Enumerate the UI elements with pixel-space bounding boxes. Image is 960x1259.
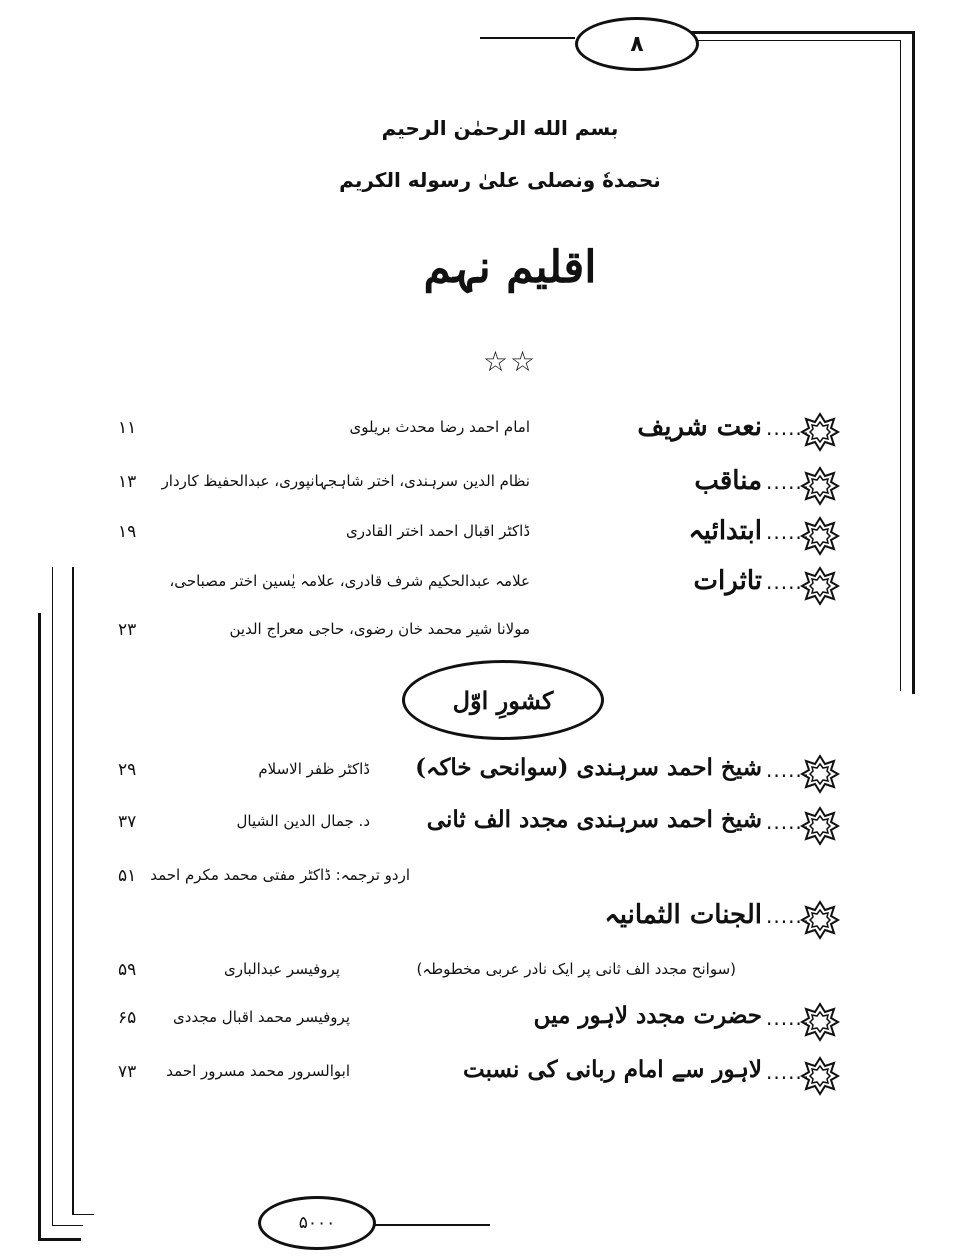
entry-page: ۷۳	[118, 1062, 137, 1082]
footer-oval	[258, 1196, 376, 1250]
frame-top-left-line	[480, 37, 575, 39]
leader-dots: ......	[766, 758, 811, 782]
entry-author: ڈاکٹر اقبال احمد اختر القادری	[346, 522, 530, 540]
entry-author: ابوالسرور محمد مسرور احمد	[166, 1062, 350, 1080]
entry-author: ڈاکٹر ظفر الاسلام	[258, 760, 370, 778]
section-heading: کشورِ اوّل	[452, 685, 554, 715]
leader-dots: ......	[766, 470, 811, 494]
entry-title: لاہور سے امام ربانی کی نسبت	[463, 1056, 762, 1083]
entry-title: مناقب	[694, 466, 762, 496]
entry-page: ۲۳	[118, 620, 137, 640]
entry-author: علامہ عبدالحکیم شرف قادری، علامہ یٰسین اختر مصباحی،	[169, 572, 530, 590]
manuscript-note-row	[0, 954, 960, 994]
toc-entry	[0, 900, 960, 940]
toc-entry	[0, 806, 960, 846]
stars: ☆☆	[482, 345, 538, 378]
main-title: اقلیم نہم	[423, 242, 597, 293]
toc-entry	[0, 516, 960, 556]
page-number-oval	[575, 17, 699, 71]
entry-author: نظام الدین سرہندی، اختر شاہجہانپوری، عبدالحفیظ کاردار	[161, 472, 530, 490]
entry-page: ۵۱	[118, 866, 137, 886]
entry-page: ۵۹	[118, 960, 137, 980]
leader-dots: ......	[766, 1006, 811, 1030]
leader-dots: ......	[766, 520, 811, 544]
frame-bottom-right-line	[370, 1224, 490, 1226]
translation-note	[0, 860, 960, 900]
entry-author: پروفیسر محمد اقبال مجددی	[173, 1008, 350, 1026]
entry-title: ابتدائیہ	[688, 516, 762, 546]
toc-entry-continuation	[0, 614, 960, 654]
entry-author: د. جمال الدین الشیال	[236, 812, 370, 830]
entry-title: تاثرات	[693, 566, 762, 596]
entry-page: ۱۹	[118, 522, 137, 542]
toc-entry	[0, 412, 960, 452]
leader-dots: ......	[766, 416, 811, 440]
footer-number: ۵۰۰۰	[298, 1213, 336, 1233]
page-number: ٨	[630, 31, 644, 57]
toc-entry	[0, 1002, 960, 1042]
entry-page: ۶۵	[118, 1008, 137, 1028]
entry-title: حضرت مجدد لاہور میں	[533, 1002, 762, 1029]
leader-dots: ......	[766, 810, 811, 834]
entry-page: ۲۹	[118, 760, 137, 780]
leader-dots: ......	[766, 904, 811, 928]
entry-page: ۱۱	[118, 418, 137, 438]
leader-dots: ......	[766, 570, 811, 594]
section-heading-oval	[402, 660, 604, 740]
entry-author: مولانا شیر محمد خان رضوی، حاجی معراج الدین	[229, 620, 530, 638]
leader-dots: ......	[766, 1060, 811, 1084]
toc-entry	[0, 466, 960, 506]
entry-page: ۱۳	[118, 472, 137, 492]
manuscript-note: (سوانح مجدد الف ثانی پر ایک نادر عربی مخطوطہ)	[416, 960, 736, 978]
entry-page: ۳۷	[118, 812, 137, 832]
toc-entry	[0, 754, 960, 794]
toc-entry	[0, 1056, 960, 1096]
entry-title: نعت شریف	[637, 412, 762, 442]
entry-author: امام احمد رضا محدث بریلوی	[349, 418, 530, 436]
entry-title: شیخ احمد سرہندی (سوانحی خاکہ)	[415, 754, 762, 781]
toc-entry	[0, 566, 960, 606]
entry-title: شیخ احمد سرہندی مجدد الف ثانی	[426, 806, 762, 833]
salutation: نحمدهٗ ونصلی علیٰ رسوله الکریم	[339, 168, 661, 192]
entry-title: الجنات الثمانیہ	[604, 900, 762, 930]
translation-credit: اردو ترجمہ: ڈاکٹر مفتی محمد مکرم احمد	[150, 866, 410, 884]
bismillah: بسم الله الرحمٰن الرحیم	[381, 116, 619, 140]
entry-author: پروفیسر عبدالباری	[224, 960, 340, 978]
